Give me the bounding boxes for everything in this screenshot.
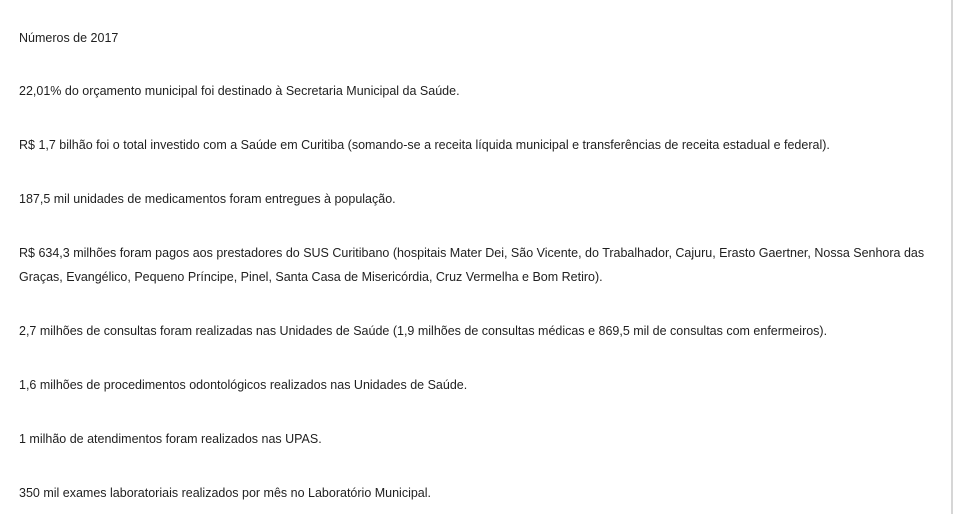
stat-paragraph-sus-providers: R$ 634,3 milhões foram pagos aos prestadores do SUS Curitibano (hospitais Mater Dei, São Vicente, do Trabalhador, Cajuru, Erasto Gaertner, Nossa Senhora das Graças, Evangélico, Pequeno Príncipe, Pinel, Santa Casa de Misericórdia, Cruz Vermelha e Bom Retiro).: [19, 246, 925, 284]
stat-paragraph-dental-procedures: 1,6 milhões de procedimentos odontológicos realizados nas Unidades de Saúde.: [19, 378, 468, 392]
stat-paragraph-upa-attendances: 1 milhão de atendimentos foram realizados nas UPAS.: [19, 432, 322, 446]
stat-paragraph-lab-exams: 350 mil exames laboratoriais realizados por mês no Laboratório Municipal.: [19, 486, 432, 500]
stat-paragraph-total-investment: R$ 1,7 bilhão foi o total investido com a Saúde em Curitiba (somando-se a receita líquida municipal e transferências de receita estadual e federal).: [19, 138, 830, 152]
stat-paragraph-medications: 187,5 mil unidades de medicamentos foram entregues à população.: [19, 192, 396, 206]
stat-paragraph-budget-share: 22,01% do orçamento municipal foi destinado à Secretaria Municipal da Saúde.: [19, 84, 460, 98]
stat-paragraph-consultations: 2,7 milhões de consultas foram realizadas nas Unidades de Saúde (1,9 milhões de consultas médicas e 869,5 mil de consultas com enfermeiros).: [19, 324, 828, 338]
article-heading: Números de 2017: [19, 31, 119, 45]
